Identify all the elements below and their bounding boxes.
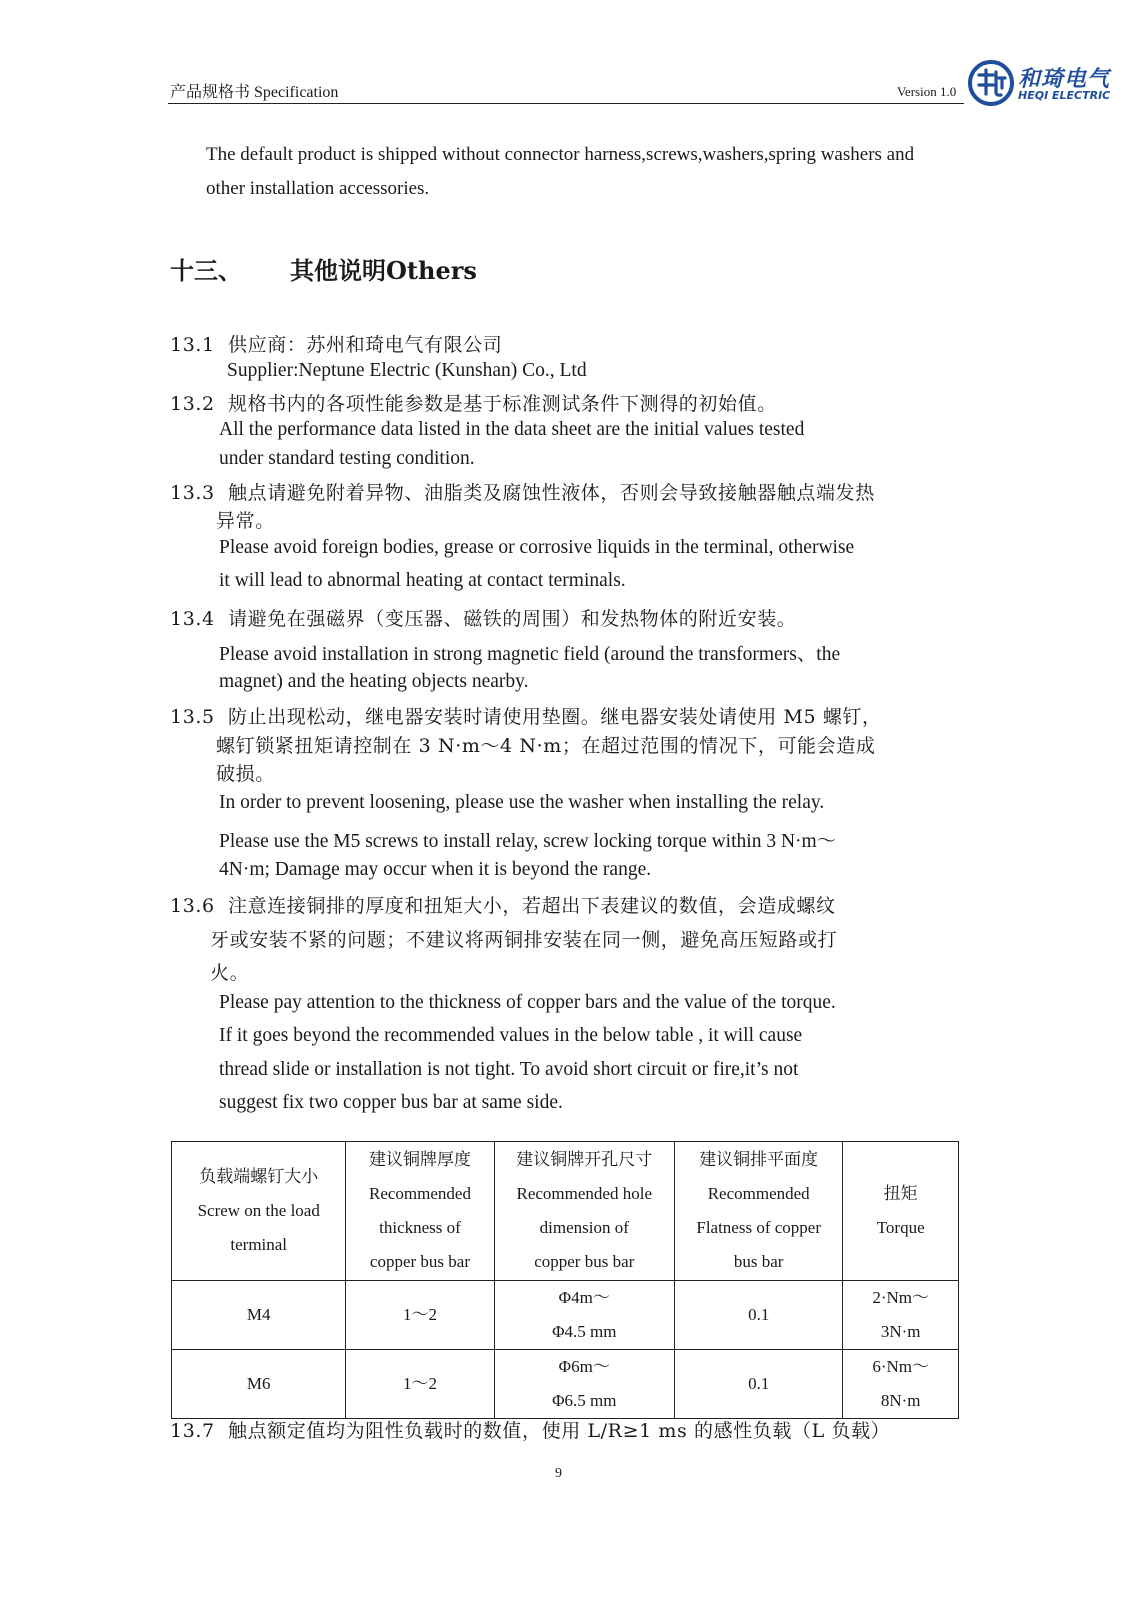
table-header-cell: 建议铜牌开孔尺寸 Recommended hole dimension of copper bus bar	[494, 1142, 675, 1281]
section-number: 十三、	[170, 256, 242, 285]
item-13-2-en-2: under standard testing condition.	[219, 448, 475, 469]
item-number: 13.6	[170, 895, 215, 917]
item-number: 13.1	[170, 334, 215, 356]
item-13-6-cn-1: 13.6 注意连接铜排的厚度和扭矩大小，若超出下表建议的数值，会造成螺纹	[170, 895, 836, 917]
item-13-6-en-3: thread slide or installation is not tight. To avoid short circuit or fire,it’s not	[219, 1059, 799, 1080]
table-header-cell: 负载端螺钉大小 Screw on the load terminal	[172, 1142, 346, 1281]
header-rule	[168, 103, 964, 104]
item-13-5-cn-2: 螺钉锁紧扭矩请控制在 3 N·m～4 N·m；在超过范围的情况下，可能会造成	[216, 735, 876, 757]
item-13-1-en: Supplier:Neptune Electric (Kunshan) Co., Ltd	[227, 360, 587, 381]
table-row	[172, 1350, 959, 1419]
item-13-3-en-2: it will lead to abnormal heating at contact terminals.	[219, 570, 626, 591]
item-13-5-cn-1: 13.5 防止出现松动，继电器安装时请使用垫圈。继电器安装处请使用 M5 螺钉，	[170, 706, 882, 728]
item-13-5-en-3: 4N·m; Damage may occur when it is beyond the range.	[219, 859, 652, 880]
header-version: Version 1.0	[897, 84, 957, 99]
table-cell: M6	[172, 1350, 346, 1419]
copper-bar-spec-table	[171, 1141, 959, 1419]
header-title: 产品规格书 Specification	[170, 84, 339, 101]
table-cell: 1～2	[346, 1350, 494, 1419]
item-13-5-en-1: In order to prevent loosening, please use the washer when installing the relay.	[219, 792, 825, 813]
section-title: 其他说明Others	[290, 256, 477, 285]
item-13-3-en-1: Please avoid foreign bodies, grease or corrosive liquids in the terminal, otherwise	[219, 537, 855, 558]
logo-text-en: HEQI ELECTRIC	[1018, 89, 1111, 102]
table-header-row	[172, 1142, 959, 1281]
page-number: 9	[555, 1466, 562, 1481]
item-13-4-en-2: magnet) and the heating objects nearby.	[219, 671, 529, 692]
item-13-4-en-1: Please avoid installation in strong magnetic field (around the transformers、the	[219, 644, 841, 665]
item-13-6-en-2: If it goes beyond the recommended values in the below table , it will cause	[219, 1025, 803, 1046]
table-cell: 2·Nm～ 3N·m	[843, 1281, 959, 1350]
item-13-5-en-2: Please use the M5 screws to install relay, screw locking torque within 3 N·m～	[219, 831, 837, 852]
item-13-6-cn-3: 火。	[210, 962, 250, 984]
item-13-6-cn-2: 牙或安装不紧的问题；不建议将两铜排安装在同一侧，避免高压短路或打	[210, 929, 838, 951]
item-13-3-cn-2: 异常。	[216, 510, 275, 532]
table-cell: Φ4m～ Φ4.5 mm	[494, 1281, 675, 1350]
intro-line-2: other installation accessories.	[206, 178, 430, 199]
section-heading	[170, 251, 477, 286]
table-cell: 0.1	[675, 1350, 843, 1419]
item-number: 13.4	[170, 608, 215, 630]
table-cell: 6·Nm～ 8N·m	[843, 1350, 959, 1419]
item-13-2-cn: 13.2 规格书内的各项性能参数是基于标准测试条件下测得的初始值。	[170, 393, 777, 415]
item-number: 13.7	[170, 1420, 215, 1442]
item-13-1-cn: 13.1 供应商：苏州和琦电气有限公司	[170, 334, 503, 356]
item-13-7-cn: 13.7 触点额定值均为阻性负载时的数值，使用 L/R≥1 ms 的感性负载（L 负载）	[170, 1420, 891, 1442]
table-cell: 1～2	[346, 1281, 494, 1350]
table-cell: 0.1	[675, 1281, 843, 1350]
item-number: 13.2	[170, 393, 215, 415]
logo-mark-icon	[966, 58, 1016, 108]
item-13-5-cn-3: 破损。	[216, 763, 275, 785]
item-13-6-en-1: Please pay attention to the thickness of copper bars and the value of the torque.	[219, 992, 836, 1013]
table-header-cell: 建议铜排平面度 Recommended Flatness of copper bus bar	[675, 1142, 843, 1281]
intro-paragraph	[206, 138, 914, 206]
table-header-cell: 建议铜牌厚度 Recommended thickness of copper bus bar	[346, 1142, 494, 1281]
item-number: 13.5	[170, 706, 215, 728]
intro-line-1: The default product is shipped without connector harness,screws,washers,spring washers and	[206, 144, 915, 165]
logo-text-cn: 和琦电气	[1018, 67, 1111, 92]
table-cell: M4	[172, 1281, 346, 1350]
item-13-6-en-4: suggest fix two copper bus bar at same side.	[219, 1092, 563, 1113]
item-13-4-cn: 13.4 请避免在强磁界（变压器、磁铁的周围）和发热物体的附近安装。	[170, 608, 797, 630]
company-logo	[966, 58, 1112, 110]
item-13-3-cn-1: 13.3 触点请避免附着异物、油脂类及腐蚀性液体，否则会导致接触器触点端发热	[170, 482, 875, 504]
item-13-2-en-1: All the performance data listed in the data sheet are the initial values tested	[219, 419, 805, 440]
table-cell: Φ6m～ Φ6.5 mm	[494, 1350, 675, 1419]
item-number: 13.3	[170, 482, 215, 504]
table-header-cell: 扭矩 Torque	[843, 1142, 959, 1281]
table-row	[172, 1281, 959, 1350]
